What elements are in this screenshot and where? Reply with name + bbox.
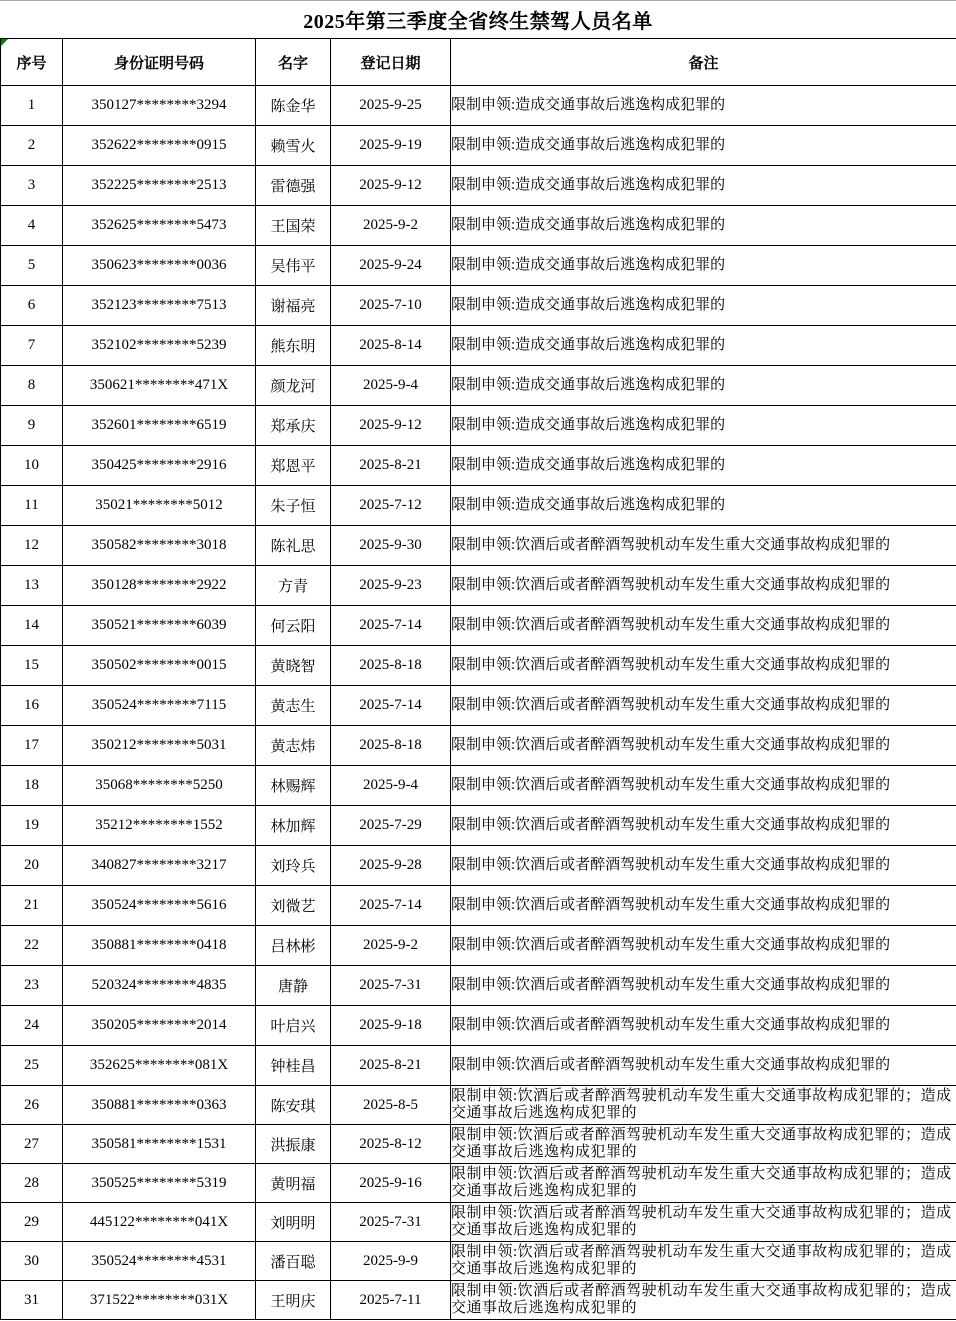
- cell-remark: 限制申领:饮酒后或者醉酒驾驶机动车发生重大交通事故构成犯罪的: [451, 726, 956, 766]
- cell-remark: 限制申领:造成交通事故后逃逸构成犯罪的: [451, 406, 956, 446]
- cell-name: 谢福亮: [256, 286, 331, 326]
- cell-name: 王明庆: [256, 1281, 331, 1320]
- cell-seq: 19: [1, 806, 63, 846]
- cell-seq: 25: [1, 1046, 63, 1086]
- page-title: 2025年第三季度全省终生禁驾人员名单: [303, 11, 653, 33]
- cell-remark: 限制申领:饮酒后或者醉酒驾驶机动车发生重大交通事故构成犯罪的: [451, 646, 956, 686]
- cell-seq: 24: [1, 1006, 63, 1046]
- table-row: [1, 806, 956, 846]
- cell-remark: 限制申领:造成交通事故后逃逸构成犯罪的: [451, 126, 956, 166]
- cell-id: 350881********0418: [63, 926, 256, 966]
- header-remark-label: 备注: [688, 55, 719, 72]
- cell-seq: 28: [1, 1164, 63, 1203]
- cell-id: 350881********0363: [63, 1086, 256, 1125]
- cell-seq: 31: [1, 1281, 63, 1320]
- cell-name: 陈金华: [256, 86, 331, 126]
- cell-date: 2025-9-9: [331, 1242, 451, 1281]
- cell-date: 2025-9-23: [331, 566, 451, 606]
- cell-id: 350621********471X: [63, 366, 256, 406]
- cell-id: 350521********6039: [63, 606, 256, 646]
- cell-id: 350524********5616: [63, 886, 256, 926]
- cell-name: 唐静: [256, 966, 331, 1006]
- cell-seq: 9: [1, 406, 63, 446]
- cell-seq: 18: [1, 766, 63, 806]
- cell-id: 350127********3294: [63, 86, 256, 126]
- cell-seq: 21: [1, 886, 63, 926]
- cell-date: 2025-7-14: [331, 686, 451, 726]
- cell-remark: 限制申领:饮酒后或者醉酒驾驶机动车发生重大交通事故构成犯罪的: [451, 846, 956, 886]
- cell-remark: 限制申领:饮酒后或者醉酒驾驶机动车发生重大交通事故构成犯罪的；造成交通事故后逃逸构成犯罪的: [451, 1281, 956, 1320]
- cell-name: 吕林彬: [256, 926, 331, 966]
- table-row: [1, 326, 956, 366]
- table-row: [1, 286, 956, 326]
- table-body: [1, 86, 956, 1320]
- table-row: [1, 566, 956, 606]
- cell-seq: 14: [1, 606, 63, 646]
- cell-date: 2025-7-14: [331, 886, 451, 926]
- excel-error-indicator-icon: [1, 39, 8, 46]
- cell-name: 朱子恒: [256, 486, 331, 526]
- cell-remark: 限制申领:饮酒后或者醉酒驾驶机动车发生重大交通事故构成犯罪的: [451, 966, 956, 1006]
- cell-remark: 限制申领:饮酒后或者醉酒驾驶机动车发生重大交通事故构成犯罪的: [451, 886, 956, 926]
- table-row: [1, 1203, 956, 1242]
- cell-id: 350502********0015: [63, 646, 256, 686]
- cell-seq: 20: [1, 846, 63, 886]
- header-row: [1, 39, 956, 86]
- table-row: [1, 1046, 956, 1086]
- cell-seq: 27: [1, 1125, 63, 1164]
- header-id: [63, 39, 256, 86]
- cell-remark: 限制申领:饮酒后或者醉酒驾驶机动车发生重大交通事故构成犯罪的；造成交通事故后逃逸构成犯罪的: [451, 1203, 956, 1242]
- cell-remark: 限制申领:造成交通事故后逃逸构成犯罪的: [451, 246, 956, 286]
- cell-remark: 限制申领:饮酒后或者醉酒驾驶机动车发生重大交通事故构成犯罪的: [451, 926, 956, 966]
- cell-date: 2025-7-12: [331, 486, 451, 526]
- cell-remark: 限制申领:饮酒后或者醉酒驾驶机动车发生重大交通事故构成犯罪的: [451, 1006, 956, 1046]
- cell-seq: 30: [1, 1242, 63, 1281]
- cell-remark: 限制申领:造成交通事故后逃逸构成犯罪的: [451, 86, 956, 126]
- cell-date: 2025-9-12: [331, 166, 451, 206]
- cell-id: 350128********2922: [63, 566, 256, 606]
- cell-name: 黄明福: [256, 1164, 331, 1203]
- cell-date: 2025-9-30: [331, 526, 451, 566]
- cell-seq: 2: [1, 126, 63, 166]
- table-row: [1, 766, 956, 806]
- cell-name: 刘微艺: [256, 886, 331, 926]
- cell-name: 吴伟平: [256, 246, 331, 286]
- table-row: [1, 1164, 956, 1203]
- table-row: [1, 486, 956, 526]
- cell-name: 何云阳: [256, 606, 331, 646]
- cell-seq: 26: [1, 1086, 63, 1125]
- table-row: [1, 366, 956, 406]
- cell-date: 2025-9-18: [331, 1006, 451, 1046]
- cell-date: 2025-7-10: [331, 286, 451, 326]
- cell-date: 2025-9-24: [331, 246, 451, 286]
- table-row: [1, 606, 956, 646]
- cell-name: 颜龙河: [256, 366, 331, 406]
- cell-seq: 13: [1, 566, 63, 606]
- cell-name: 赖雪火: [256, 126, 331, 166]
- cell-id: 350582********3018: [63, 526, 256, 566]
- cell-date: 2025-9-25: [331, 86, 451, 126]
- table-row: [1, 1086, 956, 1125]
- header-date: [331, 39, 451, 86]
- cell-id: 35212********1552: [63, 806, 256, 846]
- cell-id: 35068********5250: [63, 766, 256, 806]
- cell-name: 钟桂昌: [256, 1046, 331, 1086]
- cell-id: 352622********0915: [63, 126, 256, 166]
- cell-remark: 限制申领:饮酒后或者醉酒驾驶机动车发生重大交通事故构成犯罪的；造成交通事故后逃逸构成犯罪的: [451, 1125, 956, 1164]
- cell-name: 黄志生: [256, 686, 331, 726]
- cell-date: 2025-7-14: [331, 606, 451, 646]
- cell-name: 洪振康: [256, 1125, 331, 1164]
- cell-date: 2025-8-18: [331, 646, 451, 686]
- table-row: [1, 846, 956, 886]
- cell-seq: 22: [1, 926, 63, 966]
- cell-remark: 限制申领:造成交通事故后逃逸构成犯罪的: [451, 206, 956, 246]
- cell-remark: 限制申领:饮酒后或者醉酒驾驶机动车发生重大交通事故构成犯罪的: [451, 766, 956, 806]
- cell-id: 350212********5031: [63, 726, 256, 766]
- cell-name: 郑承庆: [256, 406, 331, 446]
- cell-name: 刘玲兵: [256, 846, 331, 886]
- cell-name: 郑恩平: [256, 446, 331, 486]
- table-row: [1, 246, 956, 286]
- cell-date: 2025-7-11: [331, 1281, 451, 1320]
- cell-remark: 限制申领:饮酒后或者醉酒驾驶机动车发生重大交通事故构成犯罪的: [451, 526, 956, 566]
- cell-date: 2025-7-31: [331, 1203, 451, 1242]
- table-row: [1, 686, 956, 726]
- cell-seq: 29: [1, 1203, 63, 1242]
- cell-remark: 限制申领:饮酒后或者醉酒驾驶机动车发生重大交通事故构成犯罪的: [451, 686, 956, 726]
- cell-seq: 10: [1, 446, 63, 486]
- cell-date: 2025-8-12: [331, 1125, 451, 1164]
- cell-id: 352123********7513: [63, 286, 256, 326]
- lifetime-ban-table: [0, 38, 956, 1320]
- cell-date: 2025-8-14: [331, 326, 451, 366]
- cell-id: 352625********081X: [63, 1046, 256, 1086]
- cell-id: 350525********5319: [63, 1164, 256, 1203]
- cell-name: 黄志炜: [256, 726, 331, 766]
- cell-remark: 限制申领:饮酒后或者醉酒驾驶机动车发生重大交通事故构成犯罪的: [451, 606, 956, 646]
- cell-date: 2025-9-19: [331, 126, 451, 166]
- cell-date: 2025-8-18: [331, 726, 451, 766]
- cell-seq: 15: [1, 646, 63, 686]
- table-row: [1, 1281, 956, 1320]
- header-name: [256, 39, 331, 86]
- table-row: [1, 886, 956, 926]
- cell-id: 350623********0036: [63, 246, 256, 286]
- cell-remark: 限制申领:造成交通事故后逃逸构成犯罪的: [451, 366, 956, 406]
- header-seq-label: 序号: [16, 55, 47, 72]
- cell-id: 350205********2014: [63, 1006, 256, 1046]
- cell-remark: 限制申领:造成交通事故后逃逸构成犯罪的: [451, 486, 956, 526]
- table-row: [1, 966, 956, 1006]
- cell-name: 雷德强: [256, 166, 331, 206]
- cell-date: 2025-8-21: [331, 446, 451, 486]
- cell-seq: 4: [1, 206, 63, 246]
- cell-id: 352102********5239: [63, 326, 256, 366]
- table-row: [1, 646, 956, 686]
- header-id-label: 身份证明号码: [113, 55, 204, 72]
- cell-seq: 8: [1, 366, 63, 406]
- table-row: [1, 446, 956, 486]
- table-row: [1, 1125, 956, 1164]
- cell-remark: 限制申领:造成交通事故后逃逸构成犯罪的: [451, 326, 956, 366]
- cell-date: 2025-8-21: [331, 1046, 451, 1086]
- cell-id: 520324********4835: [63, 966, 256, 1006]
- table-row: [1, 166, 956, 206]
- cell-id: 340827********3217: [63, 846, 256, 886]
- header-remark: [451, 39, 956, 86]
- cell-id: 350581********1531: [63, 1125, 256, 1164]
- cell-name: 熊东明: [256, 326, 331, 366]
- cell-date: 2025-8-5: [331, 1086, 451, 1125]
- cell-seq: 11: [1, 486, 63, 526]
- cell-name: 方青: [256, 566, 331, 606]
- cell-name: 叶启兴: [256, 1006, 331, 1046]
- cell-seq: 3: [1, 166, 63, 206]
- cell-date: 2025-9-4: [331, 366, 451, 406]
- cell-seq: 5: [1, 246, 63, 286]
- cell-date: 2025-9-16: [331, 1164, 451, 1203]
- cell-id: 352625********5473: [63, 206, 256, 246]
- cell-name: 陈礼思: [256, 526, 331, 566]
- cell-remark: 限制申领:饮酒后或者醉酒驾驶机动车发生重大交通事故构成犯罪的: [451, 566, 956, 606]
- title-band: [0, 1, 956, 38]
- cell-name: 王国荣: [256, 206, 331, 246]
- cell-id: 350425********2916: [63, 446, 256, 486]
- table-row: [1, 1242, 956, 1281]
- cell-seq: 17: [1, 726, 63, 766]
- cell-seq: 23: [1, 966, 63, 1006]
- cell-name: 陈安琪: [256, 1086, 331, 1125]
- cell-id: 371522********031X: [63, 1281, 256, 1320]
- cell-id: 445122********041X: [63, 1203, 256, 1242]
- table-row: [1, 526, 956, 566]
- cell-seq: 1: [1, 86, 63, 126]
- table-row: [1, 86, 956, 126]
- cell-remark: 限制申领:饮酒后或者醉酒驾驶机动车发生重大交通事故构成犯罪的: [451, 1046, 956, 1086]
- cell-remark: 限制申领:饮酒后或者醉酒驾驶机动车发生重大交通事故构成犯罪的；造成交通事故后逃逸构成犯罪的: [451, 1086, 956, 1125]
- cell-date: 2025-7-29: [331, 806, 451, 846]
- table-row: [1, 206, 956, 246]
- table-row: [1, 726, 956, 766]
- cell-name: 林加辉: [256, 806, 331, 846]
- cell-seq: 6: [1, 286, 63, 326]
- cell-remark: 限制申领:造成交通事故后逃逸构成犯罪的: [451, 166, 956, 206]
- table-row: [1, 126, 956, 166]
- cell-date: 2025-9-4: [331, 766, 451, 806]
- cell-seq: 12: [1, 526, 63, 566]
- cell-remark: 限制申领:饮酒后或者醉酒驾驶机动车发生重大交通事故构成犯罪的: [451, 806, 956, 846]
- table-row: [1, 1006, 956, 1046]
- header-seq: [1, 39, 63, 86]
- cell-remark: 限制申领:造成交通事故后逃逸构成犯罪的: [451, 446, 956, 486]
- table-row: [1, 406, 956, 446]
- header-date-label: 登记日期: [360, 55, 421, 72]
- cell-name: 林赐辉: [256, 766, 331, 806]
- cell-id: 352225********2513: [63, 166, 256, 206]
- cell-id: 352601********6519: [63, 406, 256, 446]
- cell-id: 350524********4531: [63, 1242, 256, 1281]
- cell-id: 350524********7115: [63, 686, 256, 726]
- header-name-label: 名字: [277, 55, 308, 72]
- cell-date: 2025-9-28: [331, 846, 451, 886]
- cell-id: 35021********5012: [63, 486, 256, 526]
- cell-date: 2025-9-12: [331, 406, 451, 446]
- cell-name: 刘明明: [256, 1203, 331, 1242]
- cell-seq: 16: [1, 686, 63, 726]
- cell-name: 潘百聪: [256, 1242, 331, 1281]
- cell-remark: 限制申领:饮酒后或者醉酒驾驶机动车发生重大交通事故构成犯罪的；造成交通事故后逃逸构成犯罪的: [451, 1164, 956, 1203]
- cell-date: 2025-9-2: [331, 926, 451, 966]
- table-row: [1, 926, 956, 966]
- cell-date: 2025-9-2: [331, 206, 451, 246]
- cell-date: 2025-7-31: [331, 966, 451, 1006]
- cell-remark: 限制申领:造成交通事故后逃逸构成犯罪的: [451, 286, 956, 326]
- cell-seq: 7: [1, 326, 63, 366]
- cell-remark: 限制申领:饮酒后或者醉酒驾驶机动车发生重大交通事故构成犯罪的；造成交通事故后逃逸构成犯罪的: [451, 1242, 956, 1281]
- cell-name: 黄晓智: [256, 646, 331, 686]
